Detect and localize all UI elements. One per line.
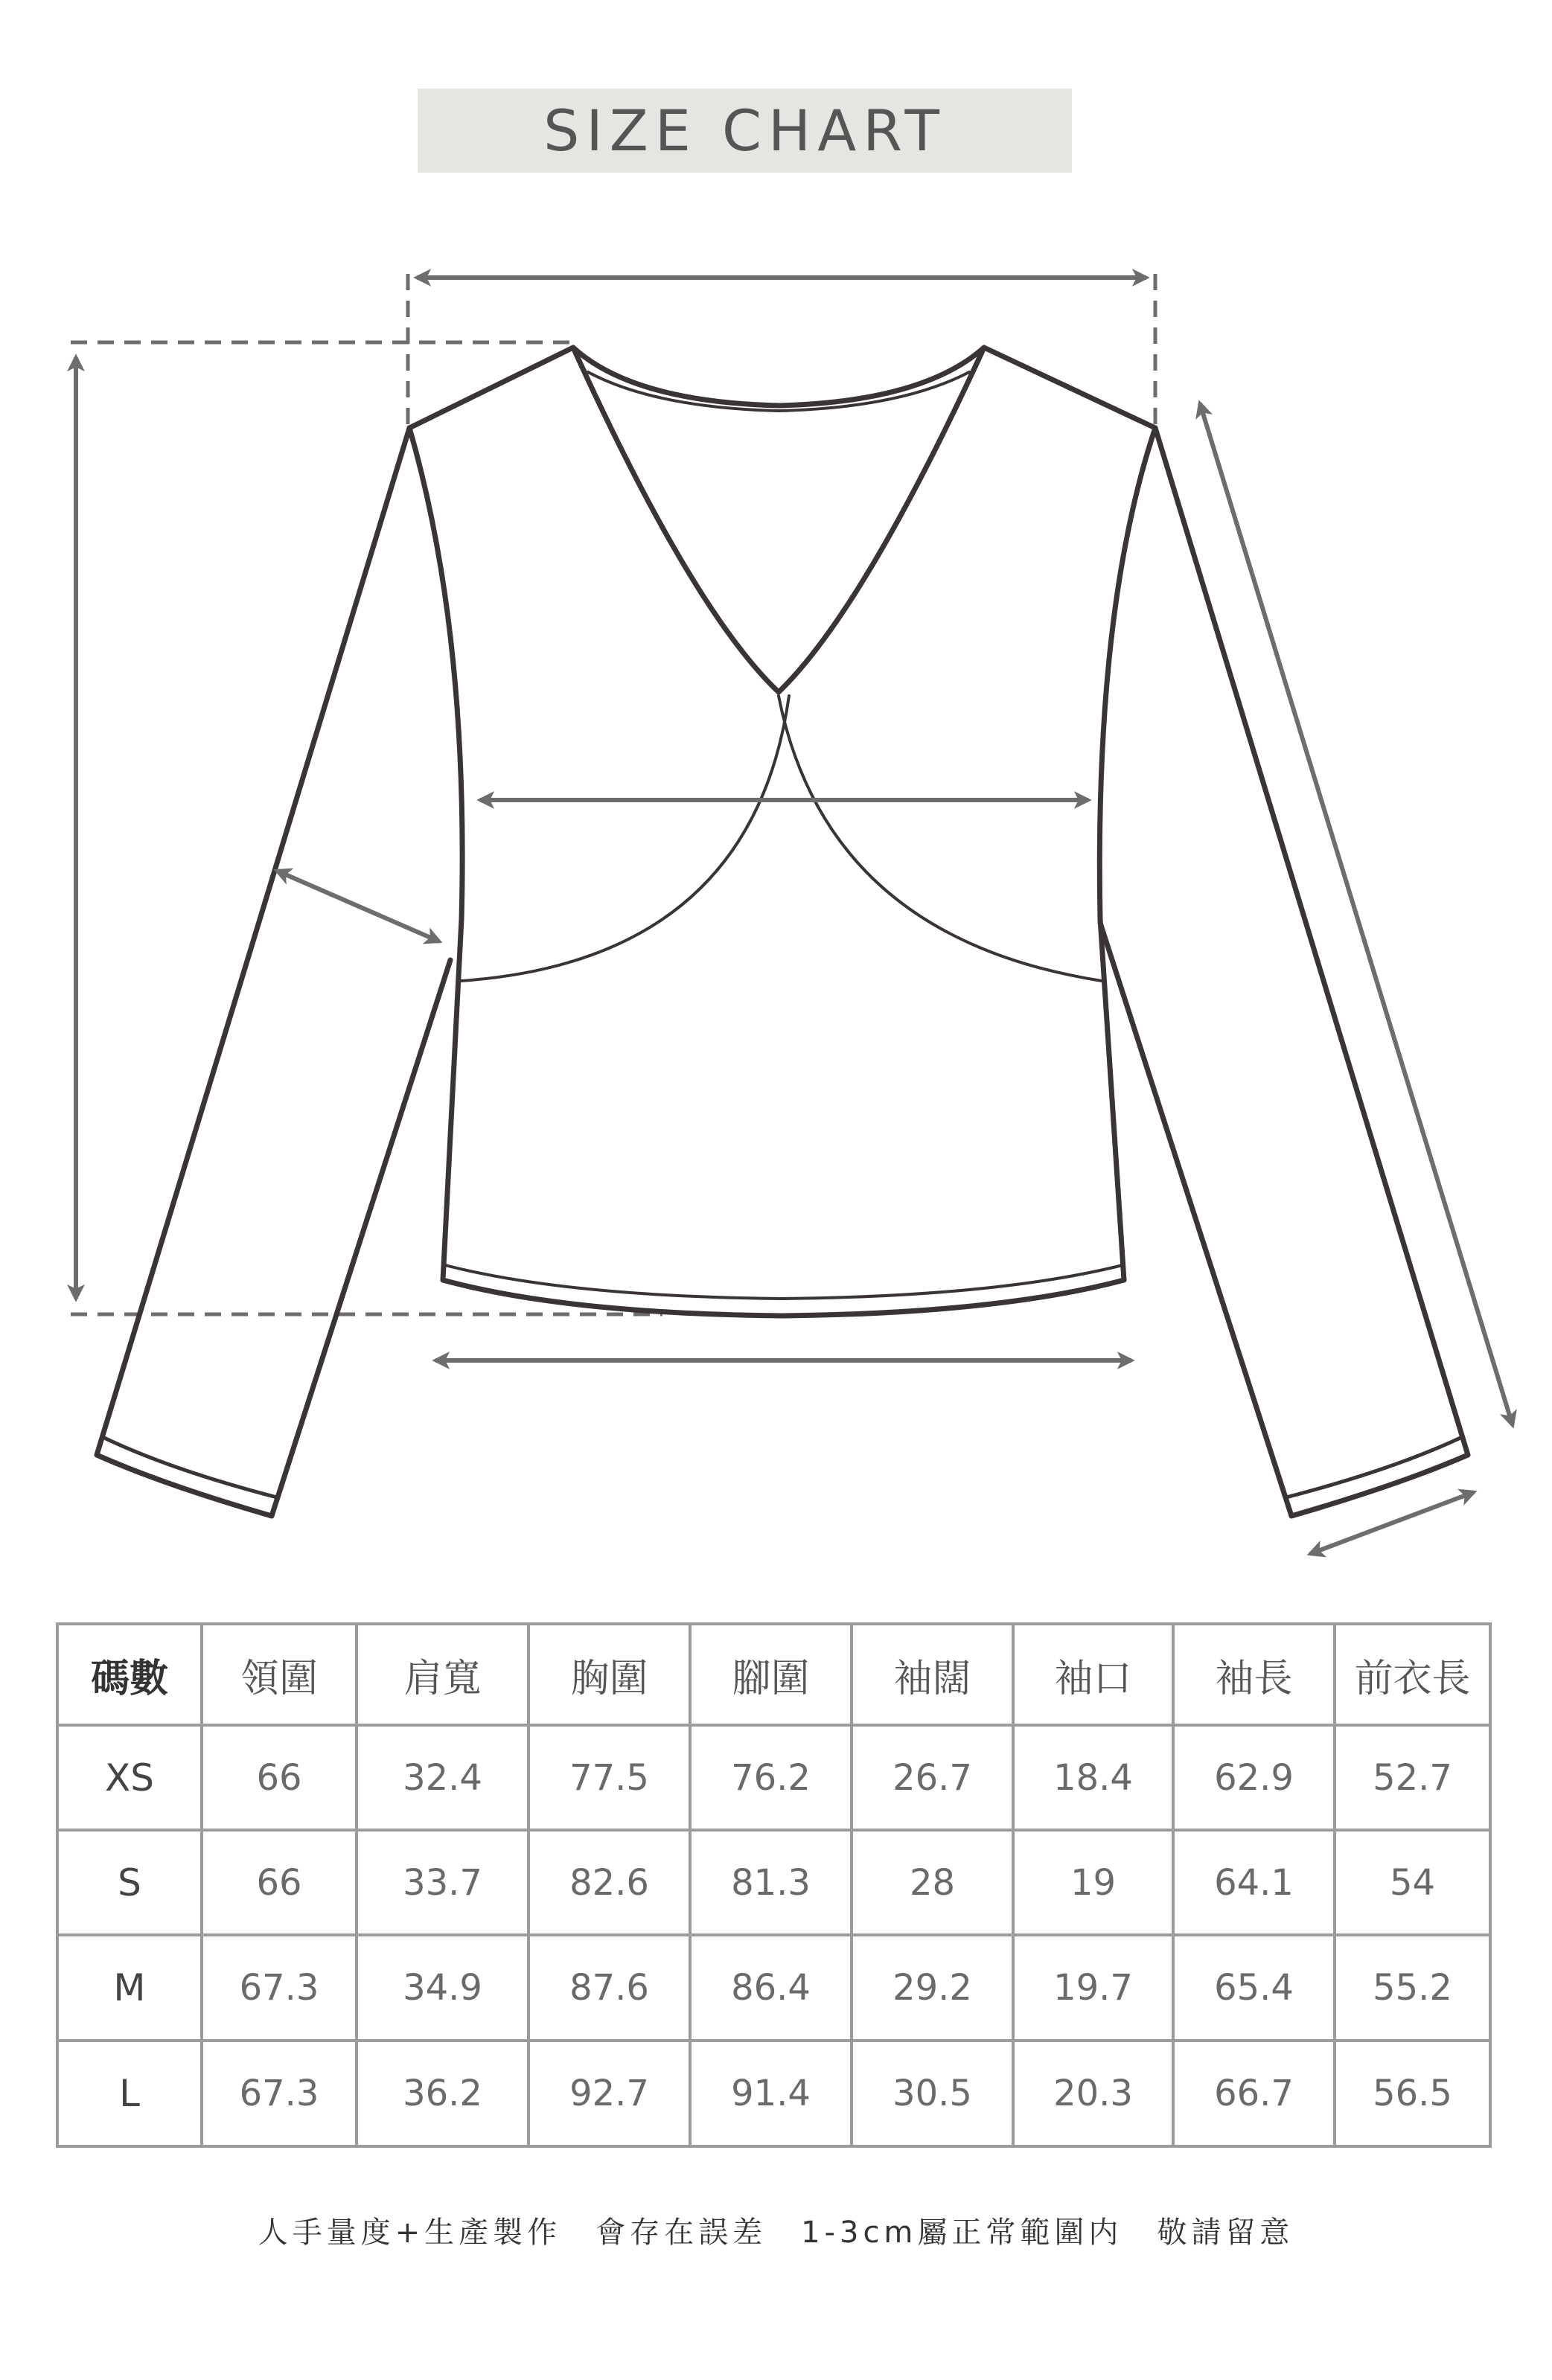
table-cell: 66: [202, 1830, 357, 1935]
size-table: [56, 1622, 1492, 2148]
table-cell: 34.9: [357, 1935, 528, 2041]
right-sleeve: [1100, 428, 1468, 1516]
table-cell: 19: [1013, 1830, 1173, 1935]
table-cell: 82.6: [528, 1830, 690, 1935]
wrap-right: [779, 696, 1102, 981]
table-cell: 29.2: [852, 1935, 1013, 2041]
table-cell: 76.2: [690, 1725, 852, 1830]
garment-outline: [97, 348, 1468, 1516]
left-shoulder: [409, 348, 573, 428]
body-right-side: [1100, 919, 1124, 1280]
header-chest: 胸圍: [528, 1624, 690, 1725]
sleeve-width-arrow: [277, 871, 439, 941]
size-label: L: [57, 2041, 202, 2146]
right-shoulder: [984, 348, 1155, 428]
table-cell: 33.7: [357, 1830, 528, 1935]
table-cell: 64.1: [1173, 1830, 1335, 1935]
front-v-neck: [573, 348, 984, 692]
measurement-note: 人手量度+生產製作 會存在誤差 1-3cm屬正常範圍内 敬請留意: [258, 2216, 1294, 2250]
header-shoulder: 肩寬: [357, 1624, 528, 1725]
table-cell: 52.7: [1335, 1725, 1490, 1830]
table-cell: 55.2: [1335, 1935, 1490, 2041]
table-cell: 30.5: [852, 2041, 1013, 2146]
table-cell: 66: [202, 1725, 357, 1830]
table-cell: 54: [1335, 1830, 1490, 1935]
table-cell: 86.4: [690, 1935, 852, 2041]
table-row: [57, 1725, 1490, 1830]
table-row: [57, 2041, 1490, 2146]
measurement-arrows: [76, 278, 1513, 1554]
table-cell: 62.9: [1173, 1725, 1335, 1830]
table-cell: 87.6: [528, 1935, 690, 2041]
hem-stitch: [445, 1265, 1123, 1299]
table-cell: 19.7: [1013, 1935, 1173, 2041]
header-sleeve-width: 袖闊: [852, 1624, 1013, 1725]
header-front-length: 前衣長: [1335, 1624, 1490, 1725]
table-cell: 77.5: [528, 1725, 690, 1830]
header-neck: 領圍: [202, 1624, 357, 1725]
right-sleeve-inner: [1099, 428, 1155, 919]
sleeve-length-arrow: [1200, 403, 1513, 1425]
table-cell: 32.4: [357, 1725, 528, 1830]
size-label: S: [57, 1830, 202, 1935]
table-row: [57, 1935, 1490, 2041]
header-hem: 腳圍: [690, 1624, 852, 1725]
left-sleeve-inner: [409, 428, 462, 919]
page-title: SIZE CHART: [543, 97, 946, 164]
wrap-left: [462, 696, 789, 981]
table-cell: 92.7: [528, 2041, 690, 2146]
header-size: 碼數: [57, 1624, 202, 1725]
header-cuff: 袖口: [1013, 1624, 1173, 1725]
table-cell: 36.2: [357, 2041, 528, 2146]
table-cell: 65.4: [1173, 1935, 1335, 2041]
back-neckline: [573, 348, 984, 406]
table-cell: 28: [852, 1830, 1013, 1935]
table-cell: 20.3: [1013, 2041, 1173, 2146]
header-sleeve-length: 袖長: [1173, 1624, 1335, 1725]
table-cell: 91.4: [690, 2041, 852, 2146]
table-cell: 81.3: [690, 1830, 852, 1935]
table-header-row: [57, 1624, 1490, 1725]
table-cell: 67.3: [202, 2041, 357, 2146]
size-label: M: [57, 1935, 202, 2041]
table-cell: 26.7: [852, 1725, 1013, 1830]
size-label: XS: [57, 1725, 202, 1830]
table-cell: 18.4: [1013, 1725, 1173, 1830]
table-row: [57, 1830, 1490, 1935]
table-cell: 67.3: [202, 1935, 357, 2041]
table-cell: 66.7: [1173, 2041, 1335, 2146]
table-cell: 56.5: [1335, 2041, 1490, 2146]
left-sleeve: [97, 428, 450, 1516]
